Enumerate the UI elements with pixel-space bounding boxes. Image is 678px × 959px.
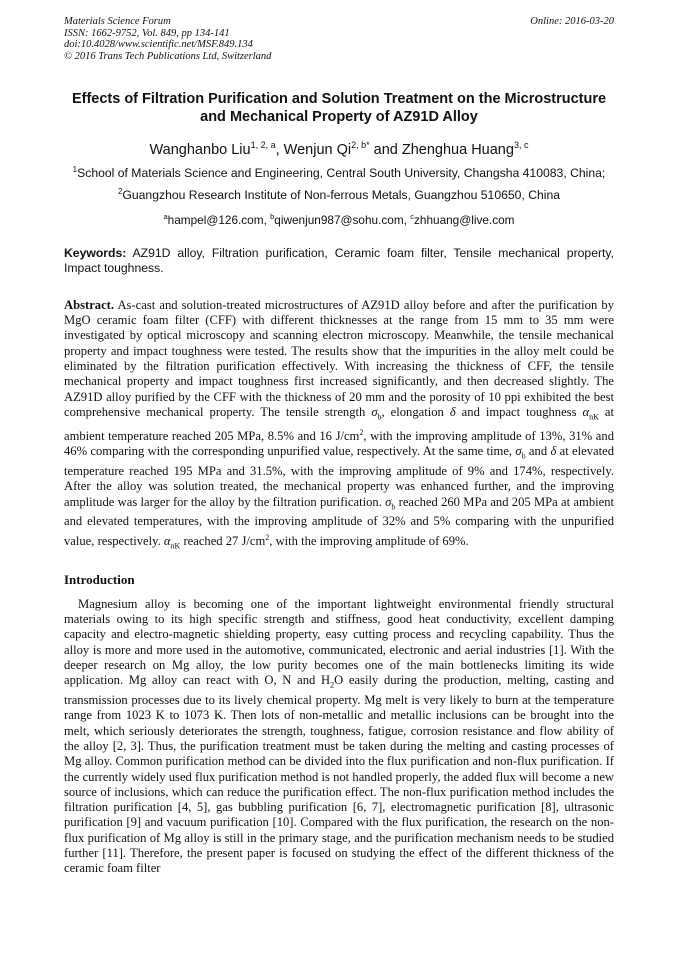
author-affiliation-mark: 3, c xyxy=(513,140,529,150)
journal-name: Materials Science Forum xyxy=(64,16,171,27)
journal-copyright: © 2016 Trans Tech Publications Ltd, Switzerland xyxy=(64,50,272,62)
author-name: Wanghanbo Liu xyxy=(149,141,251,158)
abstract-text: and impact toughness xyxy=(455,404,583,419)
abstract-text: As-cast and solution-treated microstructures of AZ91D alloy before and after the purification by MgO ceramic foam filter (CFF) with different thicknesses at the range from 15 mm to 35 mm were investigated by optical microscopy and scanning electron microscopy. Meanwhile, the tensile mechanical property and impact toughness were tested. The results show that the impurities in the alloy melt could be eliminated by the filtration purification effectively. With increasing the thickness of CFF, the tensile mechanical property and impact toughness first increased significantly, and then decreased slightly. The AZ91D alloy purified by the CFF with the thickness of 20 mm and the porosity of 10 ppi exhibited the best comprehensive mechanical property. The tensile strength xyxy=(64,297,614,419)
author-separator: , xyxy=(275,141,284,158)
journal-doi: doi:10.4028/www.scientific.net/MSF.849.134 xyxy=(64,39,253,50)
section-heading-introduction: Introduction xyxy=(64,571,135,587)
affiliation-mark: 2 xyxy=(117,186,123,196)
superscript: 2 xyxy=(359,427,364,437)
online-date: Online: 2016-03-20 xyxy=(530,16,614,27)
subscript: b xyxy=(521,451,526,461)
subscript: 2 xyxy=(330,680,335,690)
keywords xyxy=(64,246,614,276)
superscript: 2 xyxy=(265,532,270,542)
introduction-text: Magnesium alloy is becoming one of the important lightweight environmental friendly structural materials owing to its high specific strength and stiffness, good heat conductivity, excellent damping capacity and electro-magnetic shielding property, easy cutting process and recycling capability. Thus the alloy is more and more used in the automotive, communicated, electronic and aerial industries [1]. With the deeper research on Mg alloy, the low purity becomes one of the main bottlenecks limiting its wide application. Mg alloy can react with O, N and H xyxy=(64,596,614,688)
affiliation-mark: 1 xyxy=(72,164,78,174)
alpha-symbol: α xyxy=(582,404,590,419)
author-affiliation-mark: 2, b* xyxy=(351,140,370,150)
email-mark: b xyxy=(270,211,275,221)
abstract-text: , with the improving amplitude of 69%. xyxy=(269,533,469,548)
author-affiliation-mark: 1, 2, a xyxy=(250,140,276,150)
journal-issn: ISSN: 1662-9752, Vol. 849, pp 134-141 xyxy=(64,27,230,39)
subscript: b xyxy=(377,412,382,422)
journal-info xyxy=(64,16,271,62)
introduction-paragraph xyxy=(64,597,614,877)
keywords-label: Keywords: xyxy=(64,245,127,260)
delta-symbol: δ xyxy=(449,404,456,419)
abstract-text: reached 260 MPa and 205 MPa at ambient and elevated temperatures, with the improving amplitude of 32% and 5% comparing with the unpurified value, respectively. xyxy=(64,494,614,548)
affiliation-2 xyxy=(64,187,614,202)
affiliation-1 xyxy=(64,165,614,180)
author-name: Wenjun Qi xyxy=(283,141,352,158)
alpha-symbol: α xyxy=(163,533,171,548)
author-list xyxy=(64,140,614,158)
author-emails xyxy=(64,212,614,227)
delta-symbol: δ xyxy=(550,444,557,459)
abstract-text: at elevated temperature reached 195 MPa and 31.5%, with the improving amplitude of 9% and 174%, respectively. After the alloy was solution treated, the mechanical property was enhanced further, and the improving amplitude was larger for the alloy by the filtration purification. xyxy=(64,444,614,509)
affiliation-text: Guangzhou Research Institute of Non-ferrous Metals, Guangzhou 510650, China xyxy=(122,187,561,202)
subscript: nK xyxy=(170,541,181,551)
sigma-symbol: σ xyxy=(515,444,522,459)
abstract-text: at ambient temperature reached 205 MPa, 8.5% and 16 J/cm xyxy=(64,404,614,443)
abstract-text: reached 27 J/cm xyxy=(180,533,266,548)
author-separator: and xyxy=(369,141,402,158)
subscript: b xyxy=(391,502,396,512)
abstract-text: and xyxy=(525,444,551,459)
email-address[interactable]: qiwenjun987@sohu.com, xyxy=(274,212,411,227)
affiliation-text: School of Materials Science and Engineering, Central South University, Changsha 410083, China; xyxy=(77,165,606,180)
subscript: nK xyxy=(589,412,599,422)
abstract-text: , with the improving amplitude of 13%, 31% and 46% comparing with the corresponding unpurified value, respectively. At the same time, xyxy=(64,428,614,459)
sigma-symbol: σ xyxy=(385,494,392,509)
keywords-text: AZ91D alloy, Filtration purification, Ceramic foam filter, Tensile mechanical property, Impact toughness. xyxy=(64,245,614,275)
sigma-symbol: σ xyxy=(371,404,378,419)
abstract-text: , elongation xyxy=(381,404,450,419)
email-address[interactable]: hampel@126.com, xyxy=(167,212,271,227)
email-mark: a xyxy=(163,211,168,221)
author-name: Zhenghua Huang xyxy=(401,141,514,158)
email-mark: c xyxy=(410,211,414,221)
paper-title: Effects of Filtration Purification and Solution Treatment on the Microstructure and Mechanical Property of AZ91D Alloy xyxy=(71,91,607,125)
abstract-label: Abstract. xyxy=(64,297,115,312)
introduction-text: O easily during the production, melting, casting and transmission processes due to its lively chemical property. Mg melt is very likely to burn at the temperature range from 1023 K to 1073 K. Then lots of non-metallic and metallic inclusions can be brought into the melt, which seriously deteriorates the strength, toughness, fatigue, corrosion resistance and flow ability of the alloy [2, 3]. Thus, the purification treatment must be taken during the melting and casting processes of Mg alloy. Common purification method can be divided into the flux purification and non-flux purification. If the currently widely used flux purification method is not handled properly, the added flux will become a new source of inclusions, which can reduce the purification effect. The non-flux purification method includes the filtration purification [4, 5], gas bubbling purification [6, 7], electromagnetic purification [8], ultrasonic purification [9] and vacuum purification [10]. Compared with the flux purification, the research on the non-flux purification of Mg alloy is still in the primary stage, and the purification mechanism needs to be studied further [11]. Therefore, the present paper is focused on studying the effect of the different thickness of the ceramic foam filter xyxy=(64,673,614,876)
abstract xyxy=(64,298,614,554)
journal-header xyxy=(64,16,614,62)
email-address[interactable]: zhhuang@live.com xyxy=(413,212,515,227)
